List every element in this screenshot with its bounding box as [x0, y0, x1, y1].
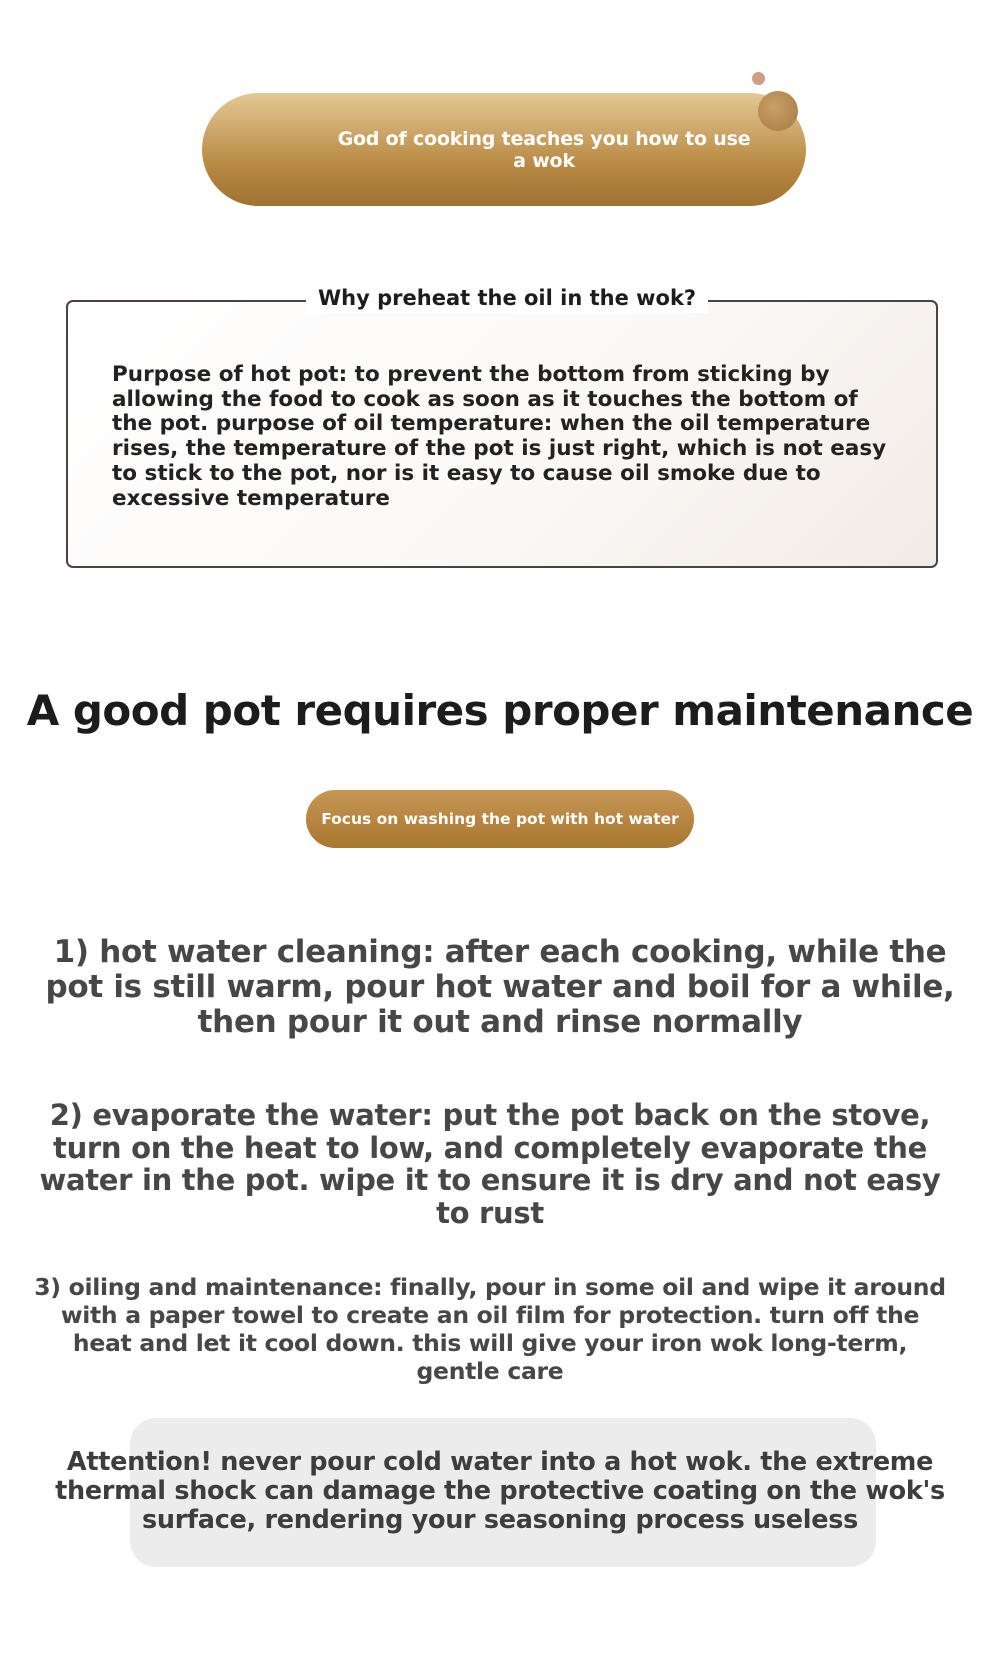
frame-title: Why preheat the oil in the wok? [306, 283, 708, 313]
decorative-dot-small [752, 72, 765, 85]
step-3-text: 3) oiling and maintenance: finally, pour in some oil and wipe it around with a paper towel to create an oil film for protection. turn off the heat and let it cool down. this will give your iron wok long-term, gentle care [34, 1273, 946, 1385]
banner-title: God of cooking teaches you how to use a wok [337, 127, 751, 172]
focus-pill-label: Focus on washing the pot with hot water [321, 810, 679, 828]
step-2-text: 2) evaporate the water: put the pot back on the stove, turn on the heat to low, and completely evaporate the water in the pot. wipe it to ensure it is dry and not easy to rust [39, 1098, 941, 1230]
focus-pill [306, 790, 694, 848]
decorative-dot-large [758, 91, 798, 131]
attention-text: Attention! never pour cold water into a hot wok. the extreme thermal shock can damage the protective coating on the wok's surface, rendering your seasoning process useless [55, 1447, 945, 1535]
frame-body-text: Purpose of hot pot: to prevent the bottom from sticking by allowing the food to cook as soon as it touches the bottom of the pot. purpose of oil temperature: when the oil temperature rises, the temperature of the pot is just right, which is not easy to stick to the pot, nor is it easy to cause oil smoke due to excessive temperature [112, 362, 887, 511]
title-banner [202, 93, 806, 206]
step-1-text: 1) hot water cleaning: after each cooking, while the pot is still warm, pour hot water and boil for a while, then pour it out and rinse normally [45, 934, 955, 1040]
section-heading: A good pot requires proper maintenance [26, 686, 974, 735]
